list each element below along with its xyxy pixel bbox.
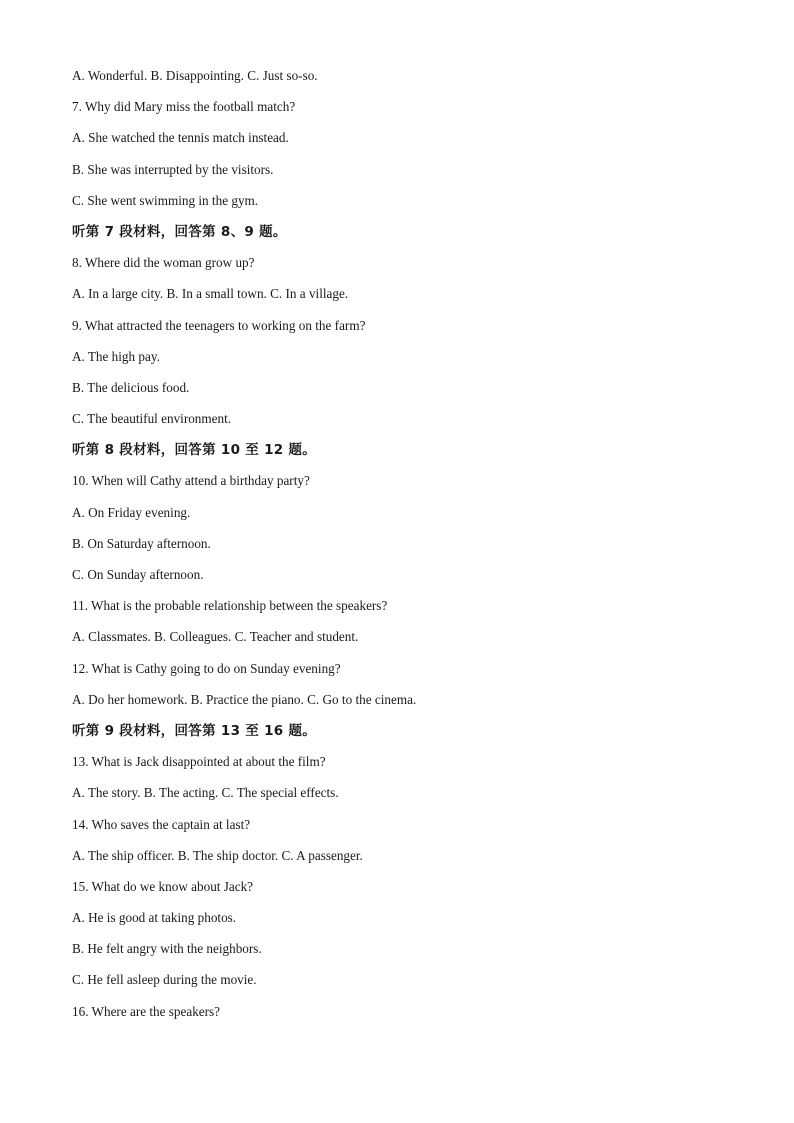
section-heading-8: 听第 8 段材料，回答第 10 至 12 题。 [72, 442, 317, 459]
option-7-c: C. She went swimming in the gym. [72, 192, 259, 208]
option-15-c: C. He fell asleep during the movie. [72, 972, 257, 988]
option-6-choices: A. Wonderful. B. Disappointing. C. Just so-so. [72, 68, 318, 83]
question-14: 14. Who saves the captain at last? [72, 816, 251, 832]
question-9: 9. What attracted the teenagers to working on the farm? [72, 317, 366, 333]
option-14-choices: A. The ship officer. B. The ship doctor. C. A passenger. [72, 847, 363, 863]
option-15-b: B. He felt angry with the neighbors. [72, 941, 262, 957]
question-16: 16. Where are the speakers? [72, 1003, 221, 1019]
option-9-b: B. The delicious food. [72, 379, 190, 395]
option-10-a: A. On Friday evening. [72, 504, 191, 520]
option-13-choices: A. The story. B. The acting. C. The special effects. [72, 785, 339, 801]
option-11-choices: A. Classmates. B. Colleagues. C. Teacher and student. [72, 629, 359, 645]
option-7-a: A. She watched the tennis match instead. [72, 130, 289, 146]
option-7-b: B. She was interrupted by the visitors. [72, 161, 274, 177]
question-12: 12. What is Cathy going to do on Sunday evening? [72, 660, 341, 676]
question-11: 11. What is the probable relationship between the speakers? [72, 598, 388, 614]
option-10-b: B. On Saturday afternoon. [72, 535, 211, 551]
option-10-c: C. On Sunday afternoon. [72, 567, 204, 582]
question-8: 8. Where did the woman grow up? [72, 255, 255, 271]
option-8-choices: A. In a large city. B. In a small town. C. In a village. [72, 286, 349, 302]
document-page [72, 66, 752, 1033]
option-15-a: A. He is good at taking photos. [72, 910, 237, 926]
section-heading-9: 听第 9 段材料，回答第 13 至 16 题。 [72, 722, 317, 739]
option-9-c: C. The beautiful environment. [72, 411, 232, 427]
question-13: 13. What is Jack disappointed at about the film? [72, 754, 326, 770]
question-7: 7. Why did Mary miss the football match? [72, 99, 296, 115]
section-heading-7: 听第 7 段材料，回答第 8、9 题。 [72, 223, 287, 240]
question-10: 10. When will Cathy attend a birthday party? [72, 473, 310, 489]
option-9-a: A. The high pay. [72, 348, 160, 364]
option-12-choices: A. Do her homework. B. Practice the piano. C. Go to the cinema. [72, 691, 417, 707]
question-15: 15. What do we know about Jack? [72, 878, 254, 894]
